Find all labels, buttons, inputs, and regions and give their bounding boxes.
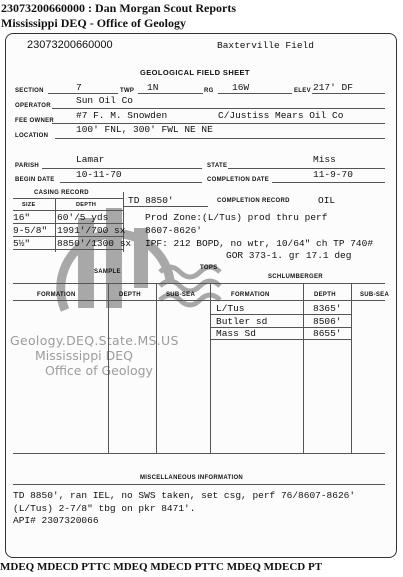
parish-value: Lamar bbox=[76, 154, 105, 165]
footer-banner: MDEQ MDECD PTTC MDEQ MDECD PTTC MDEQ MDECD PT bbox=[0, 561, 323, 573]
parish-label: PARISH bbox=[15, 163, 40, 169]
section-value: 7 bbox=[76, 82, 82, 93]
casing-depth-header: DEPTH bbox=[76, 202, 97, 208]
well-name: #7 F. M. Snowden bbox=[76, 110, 168, 121]
schlum-subsea-header: SUB-SEA bbox=[360, 292, 390, 298]
sheet-title: GEOLOGICAL FIELD SHEET bbox=[140, 68, 250, 77]
begin-date-label: BEGIN DATE bbox=[15, 177, 55, 183]
elev-value: 217' DF bbox=[313, 82, 353, 93]
top-depth-2: 8506' bbox=[313, 316, 342, 327]
state-label: STATE bbox=[207, 163, 228, 169]
casing-size-3: 5½" bbox=[13, 238, 31, 249]
schlum-formation-header: FORMATION bbox=[231, 292, 270, 298]
sample-formation-header: FORMATION bbox=[37, 292, 76, 298]
completion-line-1: Prod Zone:(L/Tus) prod thru perf bbox=[145, 212, 328, 223]
section-label: SECTION bbox=[15, 88, 44, 94]
fee-owner-value: C/Justiss Mears Oil Co bbox=[218, 110, 344, 121]
sample-subsea-header: SUB-SEA bbox=[166, 292, 196, 298]
casing-depth-3: 8850'/1300 sx bbox=[57, 238, 132, 249]
location-value: 100' FNL, 300' FWL NE NE bbox=[76, 124, 213, 135]
fee-owner-label: FEE OWNER bbox=[15, 118, 55, 124]
casing-size-header: SIZE bbox=[22, 202, 36, 208]
casing-size-2: 9-5/8" bbox=[13, 225, 48, 236]
completion-date-label: COMPLETION DATE bbox=[207, 177, 270, 183]
top-formation-3: Mass Sd bbox=[216, 328, 256, 339]
casing-size-1: 16" bbox=[13, 212, 31, 223]
permit-number: 23073200660000 bbox=[27, 39, 113, 51]
twp-value: 1N bbox=[147, 82, 159, 93]
top-depth-1: 8365' bbox=[313, 303, 342, 314]
casing-depth-1: 60'/5 yds bbox=[57, 212, 109, 223]
completion-line-3: IPF: 212 BOPD, no wtr, 10/64" ch TP 740# bbox=[145, 238, 374, 249]
top-depth-3: 8655' bbox=[313, 328, 342, 339]
report-title: 23073200660000 : Dan Morgan Scout Reports bbox=[1, 1, 236, 15]
watermark-office: Office of Geology bbox=[45, 363, 153, 378]
state-value: Miss bbox=[313, 154, 336, 165]
location-label: LOCATION bbox=[15, 133, 49, 139]
misc-info-label: MISCELLANEOUS INFORMATION bbox=[140, 475, 244, 481]
completion-date-value: 11-9-70 bbox=[313, 169, 353, 180]
casing-record-label: CASING RECORD bbox=[34, 190, 89, 196]
report-subtitle: Mississippi DEQ - Office of Geology bbox=[1, 16, 186, 30]
watermark-org: Mississippi DEQ bbox=[35, 348, 133, 363]
completion-line-4: GOR 373-1. gr 17.1 deg bbox=[226, 250, 352, 261]
top-formation-2: Butler sd bbox=[216, 316, 268, 327]
misc-line-1: TD 8850', ran IEL, no SWS taken, set csg, perf 76/8607-8626' bbox=[13, 490, 356, 501]
operator-value: Sun Oil Co bbox=[76, 95, 134, 106]
casing-depth-2: 1991'/700 sx bbox=[57, 225, 126, 236]
begin-date-value: 10-11-70 bbox=[76, 169, 122, 180]
total-depth: TD 8850' bbox=[128, 195, 174, 206]
rg-value: 16W bbox=[232, 82, 250, 93]
completion-record-label: COMPLETION RECORD bbox=[217, 198, 290, 204]
sample-depth-header: DEPTH bbox=[119, 292, 141, 298]
sample-label: SAMPLE bbox=[94, 269, 121, 275]
completion-line-2: 8607-8626' bbox=[145, 225, 203, 236]
watermark-url: Geology.DEQ.State.MS.US bbox=[10, 333, 179, 348]
field-name: Baxterville Field bbox=[217, 40, 314, 51]
top-formation-1: L/Tus bbox=[216, 303, 245, 314]
operator-label: OPERATOR bbox=[15, 103, 51, 109]
tops-label: TOPS bbox=[200, 265, 218, 271]
elev-label: ELEV bbox=[294, 88, 311, 94]
completion-type: OIL bbox=[318, 195, 336, 206]
rg-label: RG bbox=[204, 88, 214, 94]
misc-line-3: API# 2307320066 bbox=[13, 515, 99, 526]
schlum-depth-header: DEPTH bbox=[314, 292, 336, 298]
schlumberger-label: SCHLUMBERGER bbox=[268, 274, 323, 280]
twp-label: TWP bbox=[120, 88, 135, 94]
misc-line-2: (L/Tus) 2-7/8" tbg on pkr 8471'. bbox=[13, 503, 196, 514]
